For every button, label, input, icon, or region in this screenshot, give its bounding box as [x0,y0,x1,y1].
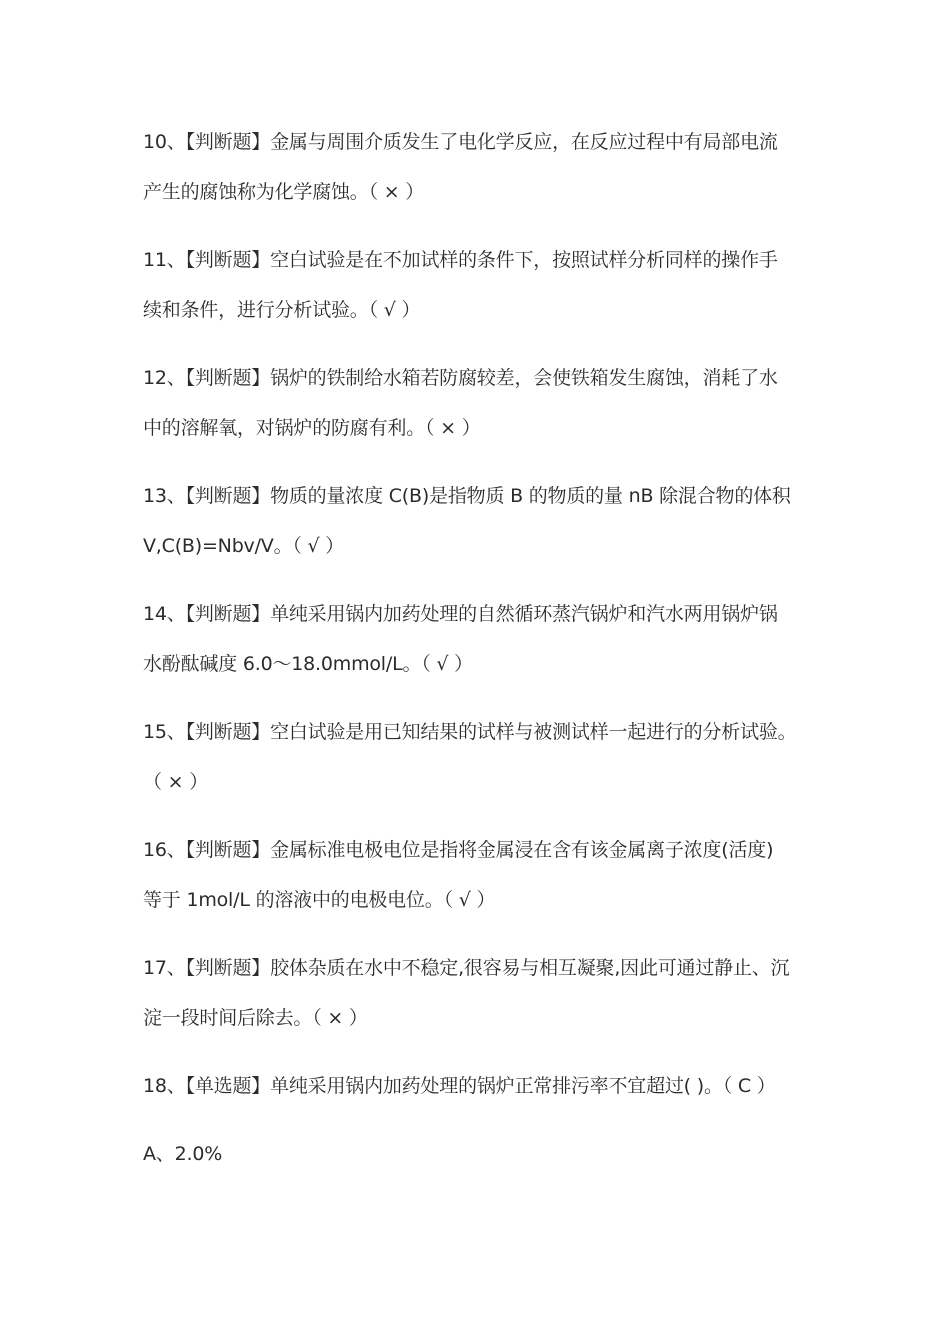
answer-option-a: A、2.0% [143,1143,223,1165]
question-text-line: 13、【判断题】物质的量浓度 C(B)是指物质 B 的物质的量 nB 除混合物的体积 [143,485,791,507]
question-text-line: 15、【判断题】空白试验是用已知结果的试样与被测试样一起进行的分析试验。 [143,721,797,743]
question-11 [143,235,813,335]
question-10 [143,117,813,217]
question-list [143,117,813,1179]
question-text-line: 水酚酞碱度 6.0～18.0mmol/L。（ √ ） [143,653,473,675]
question-17 [143,943,813,1043]
question-text-line: 淀一段时间后除去。（ × ） [143,1007,368,1029]
question-text-line: V,C(B)=Nbv/V。（ √ ） [143,535,345,557]
question-text-line: 12、【判断题】锅炉的铁制给水箱若防腐较差，会使铁箱发生腐蚀，消耗了水 [143,367,778,389]
question-text-line: 17、【判断题】胶体杂质在水中不稳定,很容易与相互凝聚,因此可通过静止、沉 [143,957,790,979]
question-18 [143,1061,813,1111]
question-13 [143,471,813,571]
question-text-line: （ × ） [143,771,208,793]
question-text-line: 14、【判断题】单纯采用锅内加药处理的自然循环蒸汽锅炉和汽水两用锅炉锅 [143,603,778,625]
question-16 [143,825,813,925]
question-text-line: 16、【判断题】金属标准电极电位是指将金属浸在含有该金属离子浓度(活度) [143,839,774,861]
question-text-line: 产生的腐蚀称为化学腐蚀。（ × ） [143,181,425,203]
question-text-line: 10、【判断题】金属与周围介质发生了电化学反应，在反应过程中有局部电流 [143,131,778,153]
question-text-line: 11、【判断题】空白试验是在不加试样的条件下，按照试样分析同样的操作手 [143,249,778,271]
question-12 [143,353,813,453]
question-text-line: 18、【单选题】单纯采用锅内加药处理的锅炉正常排污率不宜超过( )。（ C ） [143,1075,776,1097]
question-text-line: 续和条件，进行分析试验。（ √ ） [143,299,421,321]
question-text-line: 等于 1mol/L 的溶液中的电极电位。（ √ ） [143,889,496,911]
question-text-line: 中的溶解氧，对锅炉的防腐有利。（ × ） [143,417,481,439]
question-14 [143,589,813,689]
question-15 [143,707,813,807]
